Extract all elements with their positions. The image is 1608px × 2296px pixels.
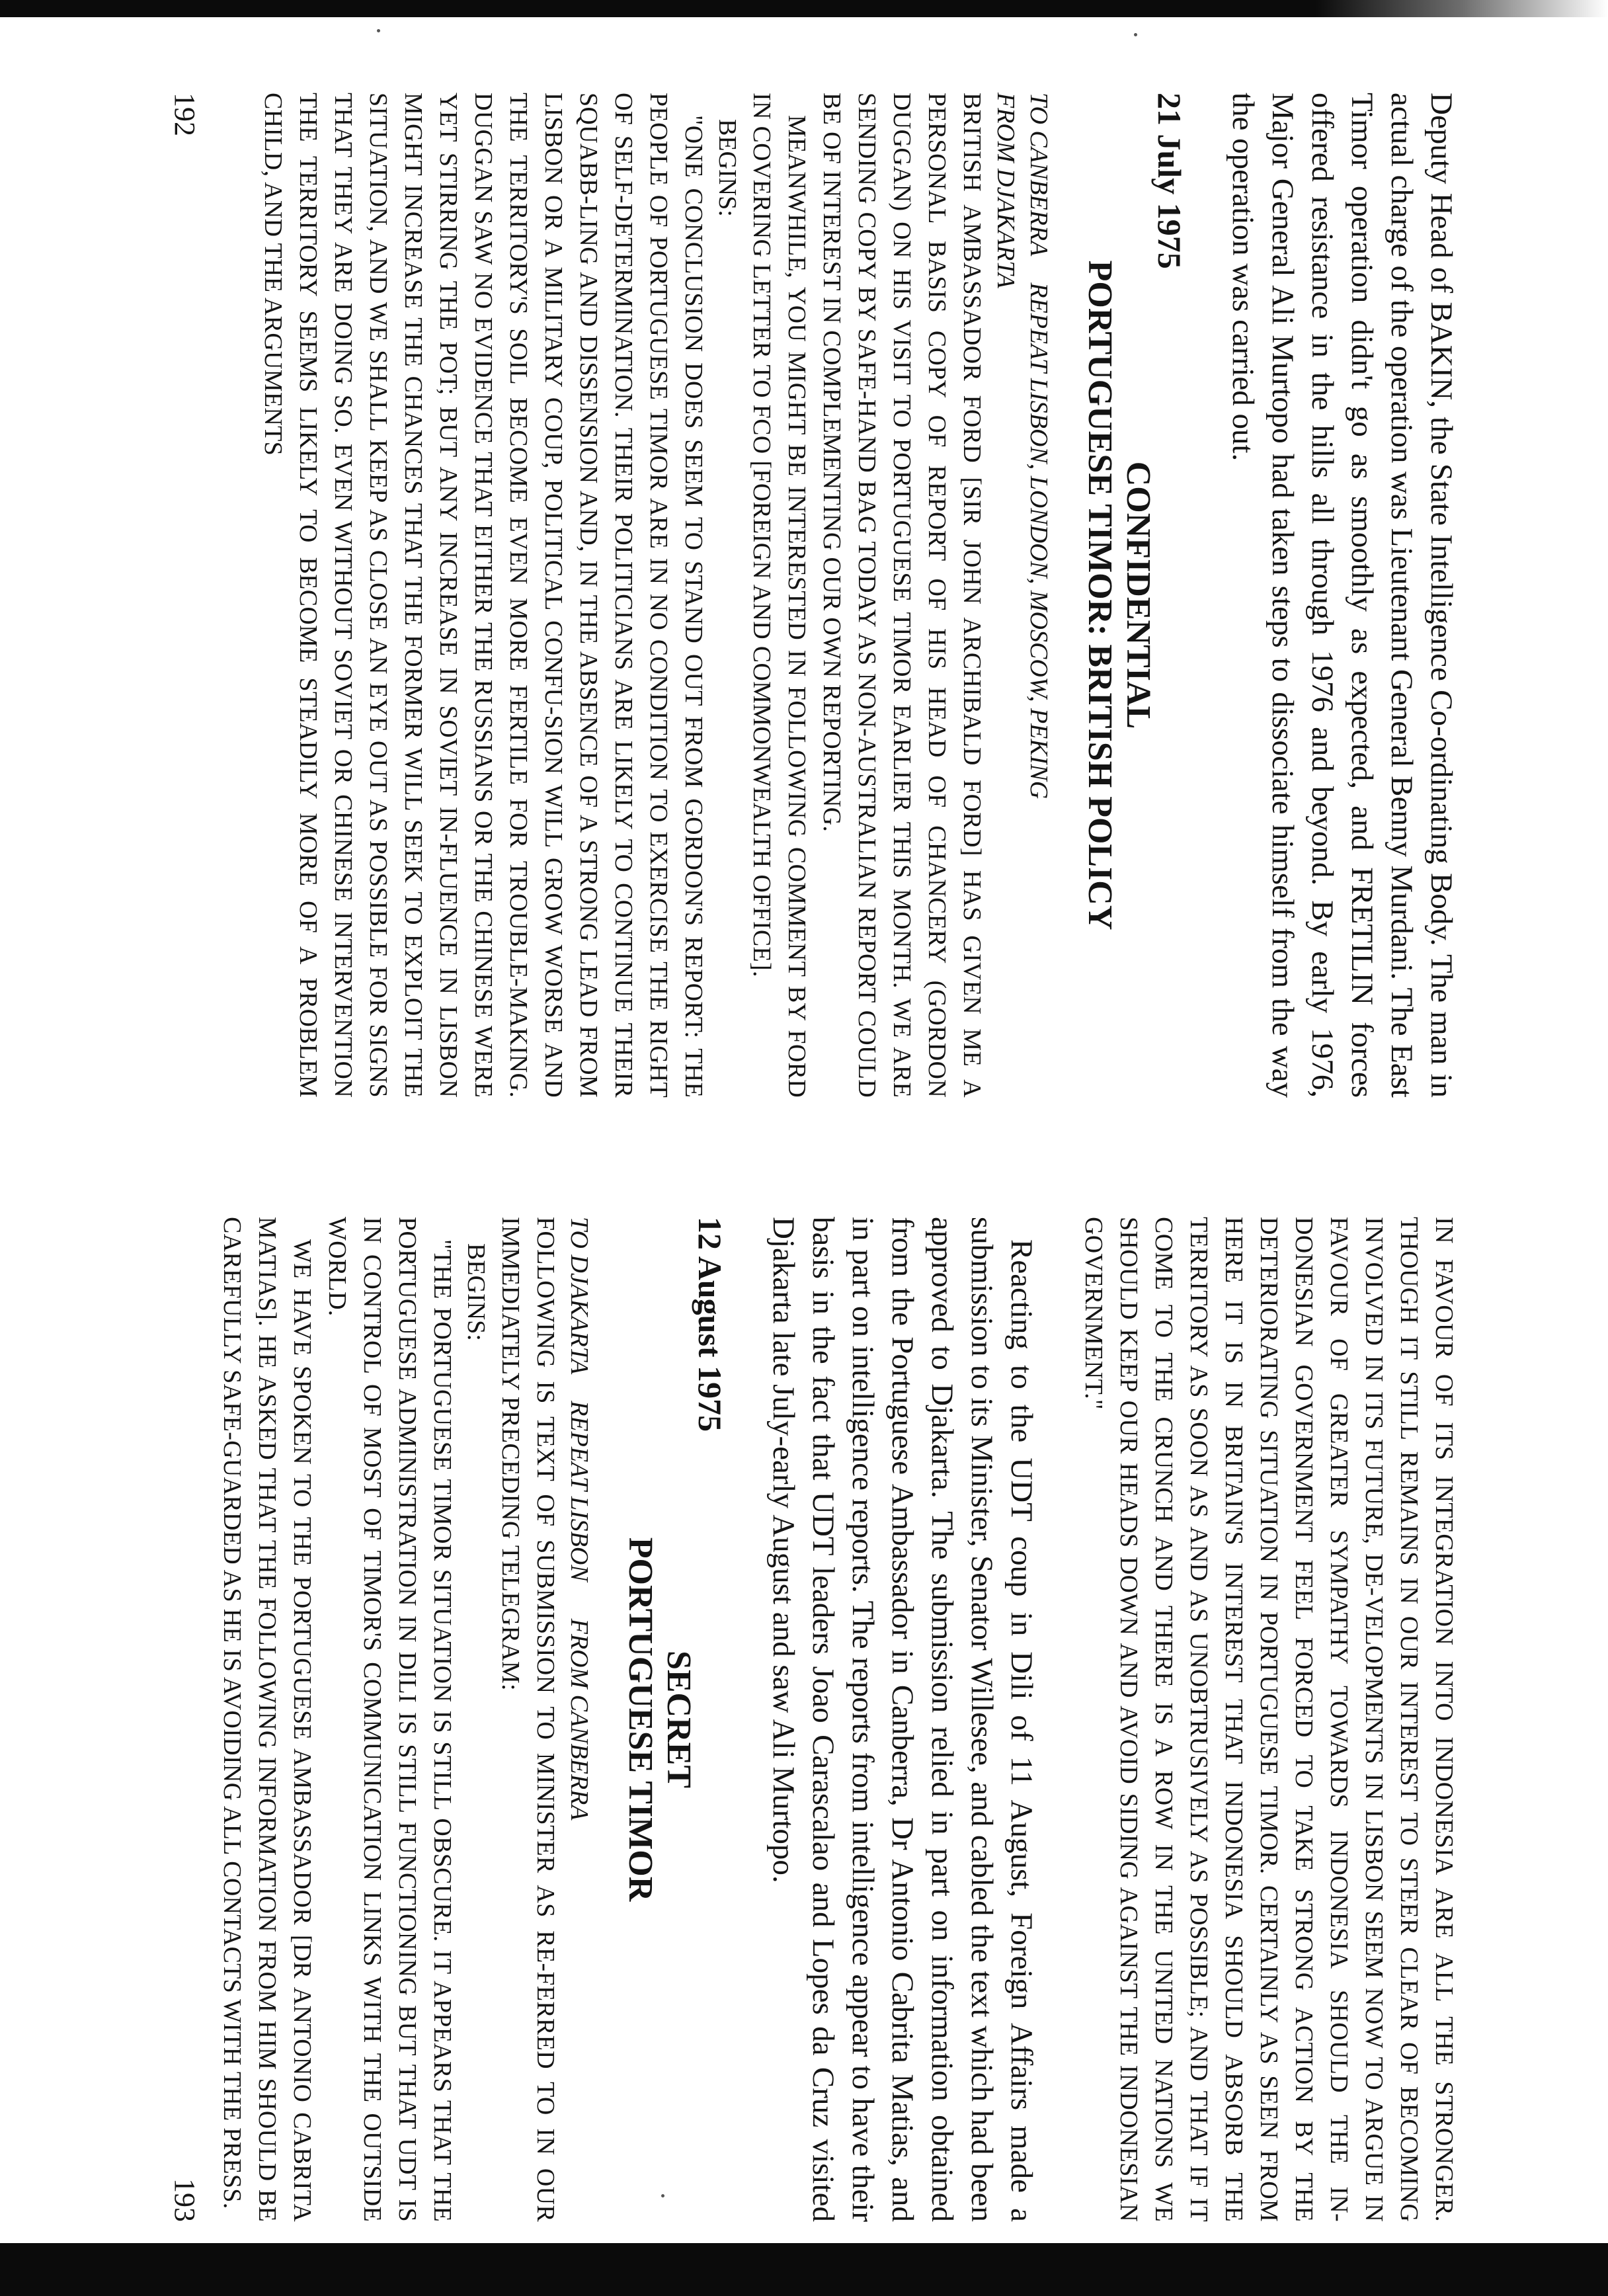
scan-top-border-fade	[1316, 0, 1608, 17]
scan-top-border	[0, 0, 1608, 17]
cable-paragraph: FOLLOWING IS TEXT OF SUBMISSION TO MINISTER AS RE-FERRED TO IN OUR IMMEDIATELY PRECEDING TELEGRAM:	[497, 1217, 559, 2222]
book-page-right	[139, 1217, 1461, 2222]
page-number: 192	[169, 93, 201, 136]
begins-label: BEGINS:	[713, 119, 741, 217]
cable-paragraph: MEANWHILE, YOU MIGHT BE INTERESTED IN FOLLOWING COMMENT BY FORD IN COVERING LETTER TO FCO [FOREIGN AND COMMONWEALTH OFFICE].	[748, 93, 811, 1098]
scan-bottom-border	[0, 2243, 1608, 2296]
cable-paragraph: WE HAVE SPOKEN TO THE PORTUGUESE AMBASSADOR [DR ANTONIO CABRITA MATIAS]. HE ASKED THAT THE FOLLOWING INFORMATION FROM HIM SHOULD BE CAREFULLY SAFE-GUARDED AS HE IS AVOIDING ALL CONTACTS WITH THE PRESS.	[218, 1217, 316, 2222]
routing-to: TO DJAKARTA	[565, 1217, 593, 1375]
book-page-left	[139, 93, 1461, 1098]
routing-from: FROM DJAKARTA	[992, 93, 1020, 288]
classification-heading: SECRET	[660, 1650, 698, 1789]
routing-repeat: REPEAT LISBON	[565, 1401, 593, 1582]
cable-paragraph: "THE PORTUGUESE TIMOR SITUATION IS STILL OBSCURE. IT APPEARS THAT THE PORTUGUESE ADMINISTRATION IN DILI IS STILL FUNCTIONING BUT THAT UDT IS IN CONTROL OF MOST OF TIMOR'S COMMUNICATION LINKS WITH THE OUTSIDE WORLD.	[323, 1217, 456, 2222]
classification-heading: CONFIDENTIAL	[1119, 461, 1157, 729]
scan-top-border-solid	[0, 0, 1316, 17]
page-number: 193	[169, 2178, 201, 2222]
intro-paragraph: Deputy Head of BAKIN, the State Intelligence Co-ordinating Body. The man in actual charge of the operation was Lieutenant General Benny Murdani. The East Timor operation didn't go as smoothly as expected, and FRETILIN forces offered resistance in the hills all through 1976 and beyond. By early 1976, Major General Ali Murtopo had taken steps to dissociate himself from the way the operation was carried out.	[1226, 93, 1459, 1098]
cable-title: PORTUGUESE TIMOR: BRITISH POLICY	[1081, 260, 1119, 930]
routing-from: FROM CANBERRA	[565, 1618, 593, 1821]
cable-routing	[563, 1217, 596, 2222]
scan-speck	[377, 29, 380, 32]
routing-to: TO CANBERRA	[1025, 93, 1053, 257]
cable-routing	[989, 93, 1055, 1098]
begins-label: BEGINS:	[462, 1243, 490, 1341]
cable-paragraph: IN FAVOUR OF ITS INTEGRATION INTO INDONESIA ARE ALL THE STRONGER. THOUGH IT STILL REMAINS IN OUR INTEREST TO STEER CLEAR OF BECOMING INVOLVED IN ITS FUTURE, DE-VELOPMENTS IN LISBON SEEM NOW TO ARGUE IN FAVOUR OF GREATER SYMPATHY TOWARDS INDONESIA SHOULD THE IN-DONESIAN GOVERNMENT FEEL FORCED TO TAKE STRONG ACTION BY THE DETERIORATING SITUATION IN PORTUGUESE TIMOR. CERTAINLY AS SEEN FROM HERE IT IS IN BRITAIN'S INTEREST THAT INDONESIA SHOULD ABSORB THE TERRITORY AS SOON AS AND AS UNOBTRUSIVELY AS POSSIBLE; AND THAT IF IT COME TO THE CRUNCH AND THERE IS A ROW IN THE UNITED NATIONS WE SHOULD KEEP OUR HEADS DOWN AND AVOID SIDING AGAINST THE INDONESIAN GOVERNMENT."	[1080, 1217, 1458, 2222]
intro-paragraph: Reacting to the UDT coup in Dili of 11 August, Foreign Affairs made a submission to its Minister, Senator Willesee, and cabled the text which had been approved to Djakarta. The submission relied in part on information obtained from the Portuguese Ambassador in Canberra, Dr Antonio Cabrita Matias, and in part on intelligence reports. The reports from intelligence appear to have their basis in the fact that UDT leaders Joao Carascalao and Lopes da Cruz visited Djakarta late July-early August and saw Ali Murtopo.	[766, 1217, 1039, 2222]
cable-paragraph: "ONE CONCLUSION DOES SEEM TO STAND OUT FROM GORDON'S REPORT: THE PEOPLE OF PORTUGUESE TIMOR ARE IN NO CONDITION TO EXERCISE THE RIGHT OF SELF-DETERMINATION. THEIR POLITICIANS ARE LIKELY TO CONTINUE THEIR SQUABB-LING AND DISSENSION AND, IN THE ABSENCE OF A STRONG LEAD FROM LISBON OR A MILITARY COUP, POLITICAL CONFU-SION WILL GROW WORSE AND THE TERRITORY'S SOIL BECOME EVEN MORE FERTILE FOR TROUBLE-MAKING. DUGGAN SAW NO EVIDENCE THAT EITHER THE RUSSIANS OR THE CHINESE WERE YET STIRRING THE POT; BUT ANY INCREASE IN SOVIET IN-FLUENCE IN LISBON MIGHT INCREASE THE CHANCES THAT THE FORMER WILL SEEK TO EXPLOIT THE SITUATION, AND WE SHALL KEEP AS CLOSE AN EYE OUT AS POSSIBLE FOR SIGNS THAT THEY ARE DOING SO. EVEN WITHOUT SOVIET OR CHINESE INTERVENTION THE TERRITORY SEEMS LIKELY TO BECOME STEADILY MORE OF A PROBLEM CHILD, AND THE ARGUMENTS	[259, 93, 707, 1098]
entry-date: 12 August 1975	[692, 1217, 729, 1432]
scan-speck	[1134, 33, 1137, 36]
cable-paragraph: BRITISH AMBASSADOR FORD [SIR JOHN ARCHIBALD FORD] HAS GIVEN ME A PERSONAL BASIS COPY OF REPORT OF HIS HEAD OF CHANCERY (GORDON DUGGAN) ON HIS VISIT TO PORTUGUESE TIMOR EARLIER THIS MONTH. WE ARE SENDING COPY BY SAFE-HAND BAG TODAY AS NON-AUSTRALIAN REPORT COULD BE OF INTEREST IN COMPLEMENTING OUR OWN REPORTING.	[818, 93, 986, 1098]
entry-date: 21 July 1975	[1151, 93, 1188, 269]
cable-title: PORTUGUESE TIMOR	[622, 1537, 659, 1902]
routing-repeat: REPEAT LISBON, LONDON, MOSCOW, PEKING	[1025, 282, 1053, 800]
